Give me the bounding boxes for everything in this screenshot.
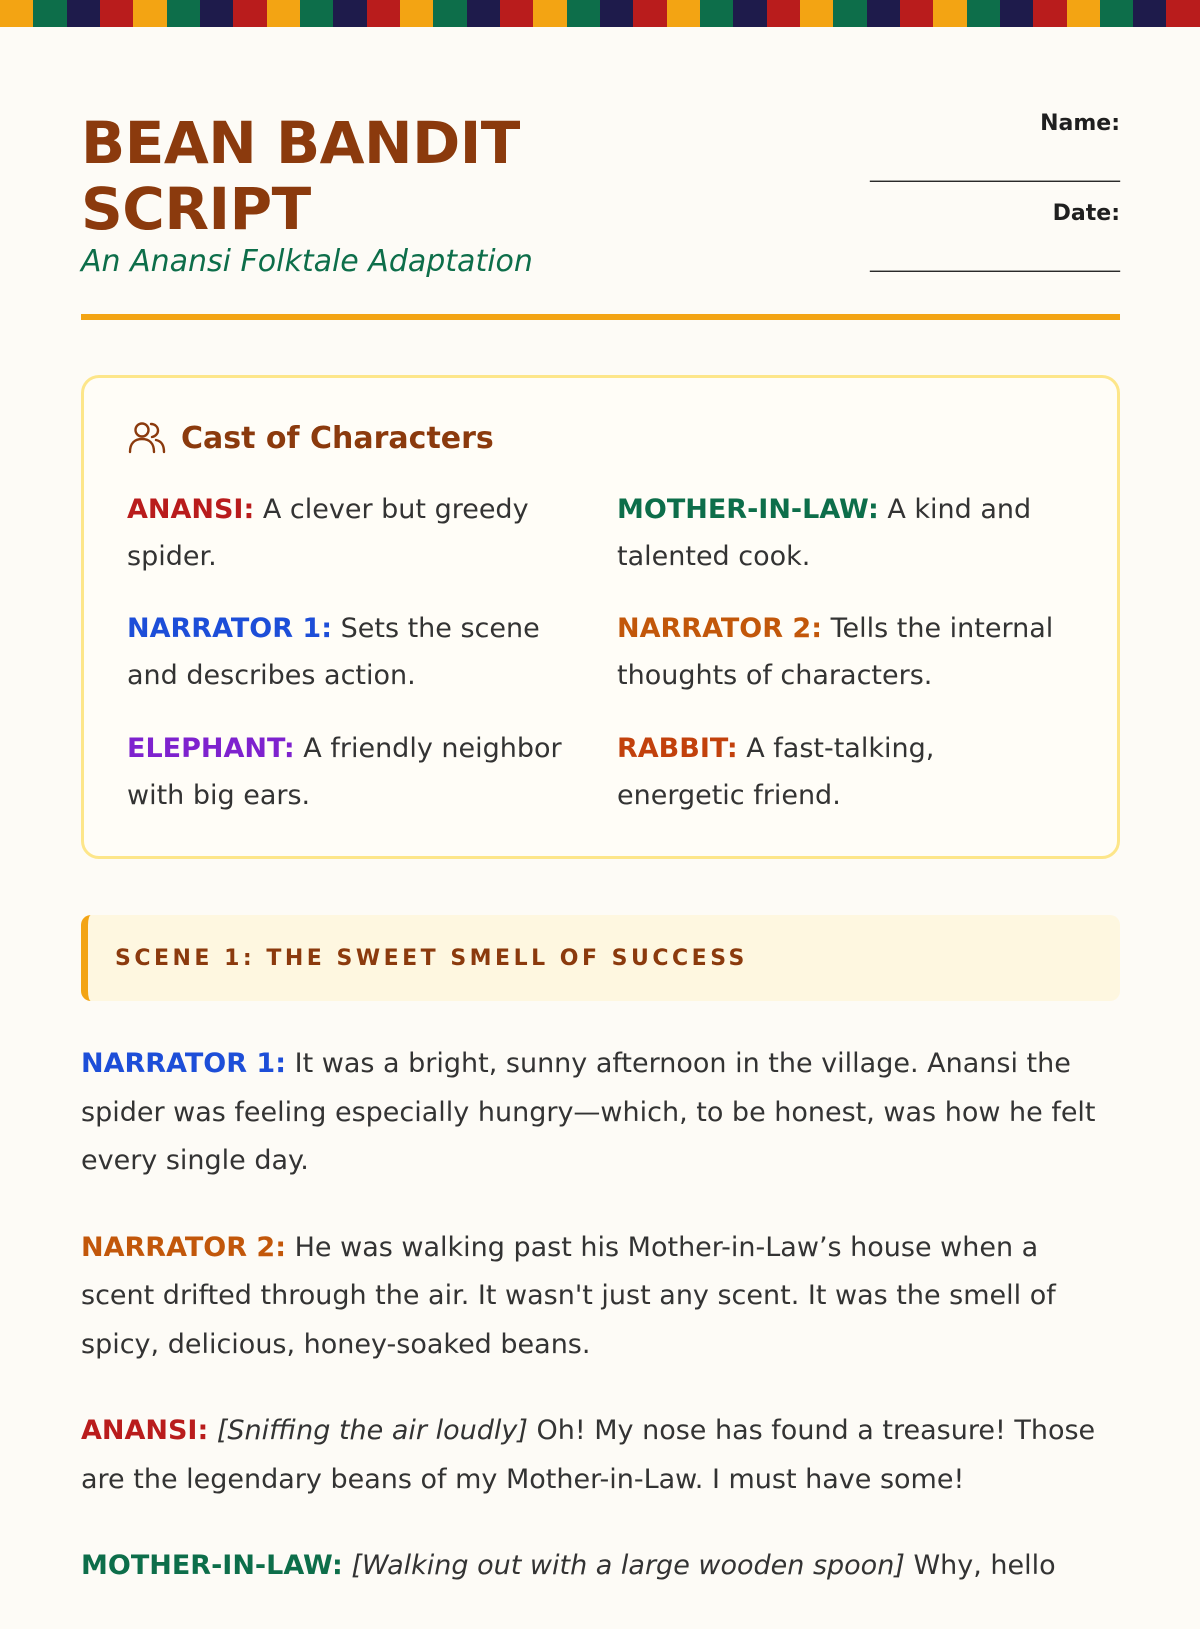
kente-block [800,0,833,27]
cast-name: RABBIT: [617,733,738,764]
kente-block [133,0,166,27]
cast-desc: A clever but greedy spider. [127,494,529,572]
cast-desc: A friendly neighbor with big ears. [127,733,562,811]
kente-block [300,0,333,27]
line-text: It was a bright, sunny afternoon in the village. Anansi the spider was feeling especially hungry—which, to be honest, was how he felt every single day. [81,1048,1096,1176]
script-line [81,1040,1120,1186]
kente-block [500,0,533,27]
kente-block [633,0,666,27]
line-text: Oh! My nose has found a treasure! Those are the legendary beans of my Mother-in-Law. I must have some! [81,1415,1096,1495]
scene-title: SCENE 1: THE SWEET SMELL OF SUCCESS [115,945,748,971]
cast-name: NARRATOR 1: [127,613,333,644]
name-label: Name: [1040,111,1120,136]
stage-direction: [Sniffing the air loudly] [208,1415,528,1446]
kente-block [1067,0,1100,27]
cast-box [81,375,1120,859]
kente-block [900,0,933,27]
kente-block [100,0,133,27]
speaker-name: ANANSI: [81,1415,209,1446]
scene-heading [81,915,1120,1001]
speaker-name: NARRATOR 1: [81,1048,287,1079]
kente-block [233,0,266,27]
name-date-block [770,110,1120,290]
kente-block [933,0,966,27]
kente-block [533,0,566,27]
kente-block [1166,0,1199,27]
kente-block [367,0,400,27]
cast-name: ELEPHANT: [127,733,295,764]
kente-block [33,0,66,27]
kente-block [433,0,466,27]
page-subtitle: An Anansi Folktale Adaptation [81,244,533,279]
kente-block [833,0,866,27]
cast-title: Cast of Characters [181,420,494,456]
kente-block [700,0,733,27]
kente-block [467,0,500,27]
script-line [81,1224,1120,1370]
cast-name: NARRATOR 2: [617,613,823,644]
cast-item-anansi [127,486,577,580]
speaker-name: MOTHER-IN-LAW: [81,1550,343,1581]
kente-block [867,0,900,27]
cast-desc: Tells the internal thoughts of characters. [617,613,1054,691]
script-line [81,1407,1120,1504]
cast-header [127,418,494,458]
stage-direction: [Walking out with a large wooden spoon] [342,1550,905,1581]
speaker-name: NARRATOR 2: [81,1231,287,1263]
kente-block [1133,0,1166,27]
cast-item-mother-in-law [617,486,1067,580]
cast-desc: A fast-talking, energetic friend. [617,733,935,811]
kente-block [400,0,433,27]
page-title: BEAN BANDIT SCRIPT [81,109,520,243]
name-blank[interactable]: _________________________ [870,158,1120,182]
script-lines [81,1040,1120,1629]
line-text: He was walking past his Mother-in-Law’s house when a scent drifted through the air. It wasn't just any scent. It was the smell of spicy, delicious, honey-soaked beans. [81,1231,1056,1360]
kente-block [267,0,300,27]
cast-item-rabbit [617,725,1067,819]
cast-item-narrator-1 [127,605,577,699]
date-label: Date: [1052,201,1120,226]
kente-block [967,0,1000,27]
cast-name: MOTHER-IN-LAW: [617,494,879,525]
kente-block [67,0,100,27]
kente-block [1100,0,1133,27]
kente-block [1000,0,1033,27]
cast-item-narrator-2 [617,605,1067,699]
cast-desc: Sets the scene and describes action. [127,613,540,691]
kente-block [600,0,633,27]
cast-desc: A kind and talented cook. [617,494,1032,572]
line-text: Why, hello [904,1550,1056,1581]
header [81,110,1120,320]
cast-item-elephant [127,725,577,819]
kente-block [667,0,700,27]
date-blank[interactable]: _________________________ [870,248,1120,272]
script-line [81,1542,1120,1591]
kente-block [333,0,366,27]
kente-block [733,0,766,27]
kente-block [0,0,33,27]
kente-block [767,0,800,27]
kente-block [567,0,600,27]
kente-block [1033,0,1066,27]
kente-border [0,0,1200,27]
header-divider [81,314,1120,320]
kente-block [167,0,200,27]
kente-block [200,0,233,27]
cast-name: ANANSI: [127,494,255,525]
users-icon [127,418,167,458]
